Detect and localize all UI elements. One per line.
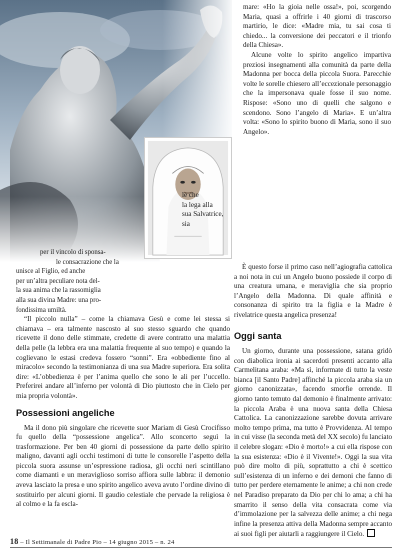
left-top-line: le che xyxy=(182,191,199,199)
left-top-line: le consacrazione che la xyxy=(56,258,119,266)
right-column-top-text xyxy=(243,3,391,137)
paragraph: mare: «Ho la gioia nelle ossa!», poi, scorgendo Maria, quasi a offrirle i 40 giorni di trascorso martirio, le dice: «Madre mia, tu sai cosa ti chiedo... la conversione dei peccatori e il trionfo della Chiesa». xyxy=(243,3,391,50)
left-top-line: per il vincolo di sponsa- xyxy=(40,249,106,256)
paragraph: Alcune volte lo spirito angelico impartiva preziosi insegnamenti alla comunità da parte della Madonna per bocca della piccola Suora. Parecchie volte le sorelle chiesero all’eccezionale personaggio che la impersonava quale fosse il suo nome. Rispose: «Sono uno di quelli che salgono e scendono. Sono l’angelo di Maria». E un’altra volta: «Sono lo spirito buono di Maria, sono il suo Angelo». xyxy=(243,50,391,136)
left-top-line: unisce al Figlio, ed anche xyxy=(16,268,86,276)
footer-text: – Il Settimanale di Padre Pio – 14 giugno 2015 – n. 24 xyxy=(20,539,175,546)
paragraph xyxy=(234,347,392,540)
page-footer xyxy=(10,537,270,547)
left-top-line: la sua anima che la rassomiglia xyxy=(16,287,101,295)
left-top-line: la lega alla xyxy=(182,200,213,209)
paragraph: È questo forse il primo caso nell’agiografia cattolica a noi nota in cui un Angelo buono possiede il corpo di una creatura umana, e meraviglia che sia proprio l’Angelo della Madonna. Di quale affinità e consonanza di spirito tra la figlia e la Madre è rivelatrice questa angelica presenza! xyxy=(234,263,392,319)
section2-text: Un giorno, durante una possessione, satana gridò con diabolica ironia ai sacerdoti presenti accanto alla Carmelitana araba: «Ma sì, informate di tutto la veste bianca [il Santo Padre] affinché la piccola araba sia un giorno canonizzata», facendo smorfie orrende. Il giorno tanto temuto dal demonio è finalmente arrivato: la piccola Araba è una nuova santa della Chiesa Cattolica. La canonizzazione sarebbe dovuta arrivare molto tempo prima, ma tutto è Provvidenza. Al tempo in cui visse (la seconda metà del XX secolo) fu lanciato il celebre slogan: «Dio è morto!» a cui ella rispose con la sua esistenza: «Dio è il Vivente!». Oggi la sua vita può dire molto di più, soprattutto a chi è scettico sull’esistenza di un inferno e dei demoni che fanno di tutto per perdere eternamente le anime; a chi non crede nel Paradiso preparato da Dio per chi lo ama; a chi ha smarrito il senso della vita consacrata come via d’immolazione per la salvezza delle anime; a chi nega infine la presenza attiva della Madonna sempre accanto ai suoi figli per aiutarli a raggiungere il Cielo. xyxy=(234,347,392,539)
left-top-line: sua Salvatrice, sia xyxy=(182,210,224,228)
footer-rule xyxy=(10,547,392,548)
page-number: 18 xyxy=(10,537,19,546)
section-heading-possessioni: Possessioni angeliche xyxy=(16,407,115,418)
paragraph: Ma il dono più singolare che ricevette suor Mariam di Gesù Crocifisso fu quello della “possessione angelica”. Allo sconcerto seguì la trasformazione. Per ben 40 giorni di possessione da parte dello spirito maligno, davanti agli occhi testimoni di tutte le consorelle l’aspetto della piccola suora assunse un’espressione radiosa, gli occhi neri scintillano come diamanti e un meraviglioso sorriso affiora sulle labbra: il demonio aveva lasciato la presa e uno spirito angelico aveva avuto l’ordine divino di sostituirlo per alcuni giorni. Il gaudio celestiale che pervade la religiosa è al colmo e la fa escla- xyxy=(16,423,230,509)
paragraph: “Il piccolo nulla” – come la chiamava Gesù e come lei stessa si chiamava – era talmente nascosto al suo stesso sguardo che quando ricevette il dono delle stimmate, credette di avere contratto una malattia della pelle (la lebbra era una malattia frequente al suo tempo) e quando la coglievano le estasi credeva fossero “sonni”. Era «obbediente fino al miracolo» secondo la testimonianza di una sua Madre superiora. Era solita dire: «L’obbedienza è per l’anima quello che sono le ali per l’uccello. Preferirei andare all’inferno per volontà di Dio piuttosto che in Cielo per mia propria volontà». xyxy=(16,315,230,400)
section-heading-oggi-santa: Oggi santa xyxy=(234,331,282,341)
left-column-top-text xyxy=(182,191,230,229)
left-top-line: per un’altra peculiare nota del- xyxy=(16,277,100,285)
left-column-text xyxy=(16,248,230,510)
left-top-line: alla sua divina Madre: una pro- xyxy=(16,296,102,304)
left-top-line: fondissima umiltà. xyxy=(16,306,67,314)
end-of-article-mark xyxy=(367,529,375,537)
right-column-mid-text xyxy=(234,263,392,321)
right-column-bottom-text xyxy=(234,325,392,540)
